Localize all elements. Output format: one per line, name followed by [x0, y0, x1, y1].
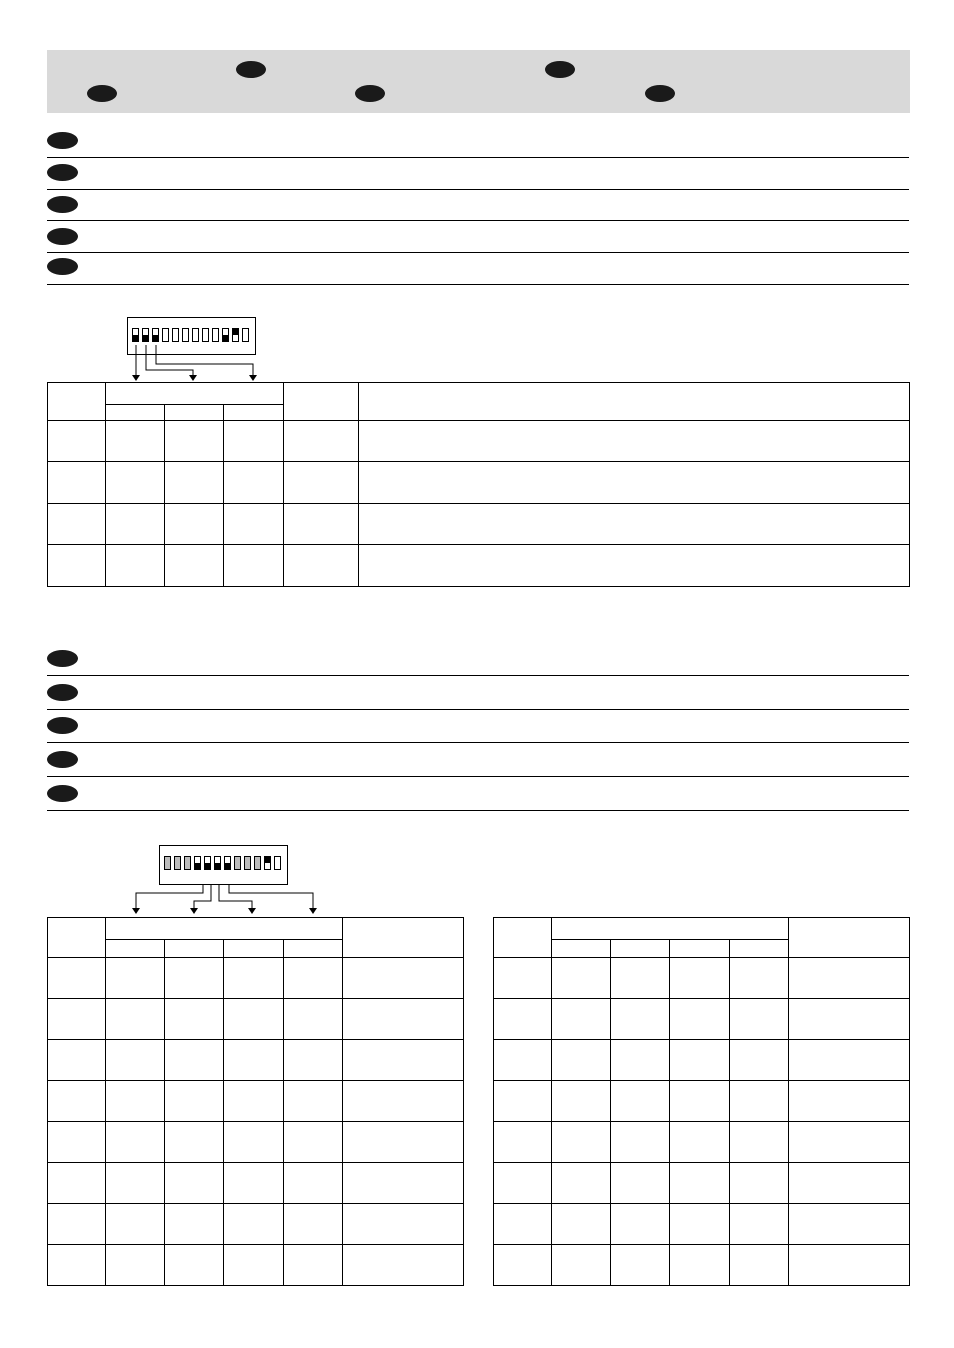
table-cell: [284, 1040, 343, 1081]
table-cell: [670, 958, 730, 999]
table-row: [48, 462, 910, 503]
table-row: [494, 1040, 910, 1081]
table-subheader-cell: [284, 940, 343, 958]
table-header-cell: [48, 918, 106, 958]
dip-switch-block: [159, 845, 288, 885]
table-cell: [48, 421, 106, 462]
table-cell: [359, 421, 910, 462]
table-cell: [343, 1245, 464, 1286]
table-header-cell: [552, 918, 789, 940]
table-cell: [284, 544, 359, 586]
language-row: [47, 678, 909, 710]
table-cell: [48, 462, 106, 503]
dip-switch: [274, 856, 281, 870]
table-cell: [284, 958, 343, 999]
table-cell: [48, 1245, 106, 1286]
table-cell: [670, 1081, 730, 1122]
table-header-cell: [106, 383, 284, 405]
table-subheader-cell: [224, 940, 284, 958]
table-cell: [611, 1081, 670, 1122]
table-cell: [789, 1163, 910, 1204]
language-flag-icon: [47, 751, 78, 768]
dip-switch: [194, 856, 201, 870]
language-flag-icon: [47, 785, 78, 802]
table-header-cell: [343, 918, 464, 958]
dip-switch: [244, 856, 251, 870]
table-cell: [494, 999, 552, 1040]
table-cell: [165, 1163, 224, 1204]
table-cell: [284, 503, 359, 544]
table-cell: [611, 1245, 670, 1286]
table-cell: [552, 1245, 611, 1286]
dip-switch-knob: [265, 857, 270, 863]
table-cell: [106, 1122, 165, 1163]
table-cell: [106, 999, 165, 1040]
table-cell: [789, 1245, 910, 1286]
table-cell: [343, 999, 464, 1040]
table-cell: [224, 1245, 284, 1286]
table-cell: [106, 1204, 165, 1245]
table-subheader-cell: [670, 940, 730, 958]
table-cell: [730, 1122, 789, 1163]
table-cell: [106, 1040, 165, 1081]
table-cell: [789, 999, 910, 1040]
table-header-cell: [359, 383, 910, 421]
table-cell: [611, 1163, 670, 1204]
table-cell: [165, 1122, 224, 1163]
table-cell: [165, 503, 224, 544]
dip-switch: [224, 856, 231, 870]
table-cell: [494, 1245, 552, 1286]
table-cell: [611, 1122, 670, 1163]
language-flag-icon: [47, 650, 78, 667]
table-cell: [552, 999, 611, 1040]
table-cell: [224, 1081, 284, 1122]
table-row: [494, 1163, 910, 1204]
table-row: [48, 1163, 464, 1204]
table-cell: [224, 999, 284, 1040]
table-cell: [730, 1204, 789, 1245]
dip-switch: [254, 856, 261, 870]
table-cell: [730, 1163, 789, 1204]
table-cell: [611, 958, 670, 999]
table-cell: [48, 1040, 106, 1081]
language-row: [47, 644, 909, 676]
table-row: [48, 1204, 464, 1245]
table-cell: [789, 1081, 910, 1122]
table-cell: [106, 1081, 165, 1122]
table-subheader-cell: [165, 405, 224, 421]
table-cell: [165, 1081, 224, 1122]
table-cell: [284, 1122, 343, 1163]
table-cell: [165, 1204, 224, 1245]
table-cell: [224, 462, 284, 503]
table-row: [494, 999, 910, 1040]
table-row: [48, 1245, 464, 1286]
table-cell: [106, 958, 165, 999]
settings-table-right: [493, 917, 910, 1286]
table-cell: [165, 999, 224, 1040]
table-cell: [284, 1204, 343, 1245]
table-row: [48, 544, 910, 586]
table-cell: [165, 421, 224, 462]
table-cell: [165, 1245, 224, 1286]
table-header-cell: [494, 918, 552, 958]
table-cell: [224, 1204, 284, 1245]
table-cell: [343, 1040, 464, 1081]
table-cell: [343, 958, 464, 999]
table-cell: [284, 999, 343, 1040]
table-cell: [670, 999, 730, 1040]
table-subheader-cell: [224, 405, 284, 421]
dip-switch: [264, 856, 271, 870]
table-cell: [730, 958, 789, 999]
table-cell: [730, 1245, 789, 1286]
language-flag-icon: [47, 684, 78, 701]
table-row: [48, 1122, 464, 1163]
table-cell: [552, 958, 611, 999]
dip-switch-knob: [215, 863, 220, 869]
table-cell: [359, 462, 910, 503]
table-cell: [284, 1081, 343, 1122]
table-row: [48, 999, 464, 1040]
table-cell: [224, 1040, 284, 1081]
table-row: [494, 1245, 910, 1286]
table-cell: [552, 1122, 611, 1163]
table-subheader-cell: [552, 940, 611, 958]
table-cell: [789, 1040, 910, 1081]
table-cell: [789, 958, 910, 999]
table-cell: [343, 1081, 464, 1122]
dip-switch: [174, 856, 181, 870]
table-cell: [611, 1204, 670, 1245]
table-row: [494, 958, 910, 999]
table-cell: [670, 1163, 730, 1204]
table-cell: [611, 999, 670, 1040]
table-cell: [494, 1204, 552, 1245]
table-cell: [48, 1163, 106, 1204]
dip-switch: [204, 856, 211, 870]
dip-switch-knob: [225, 863, 230, 869]
table-cell: [730, 1040, 789, 1081]
table-cell: [789, 1122, 910, 1163]
language-row: [47, 711, 909, 743]
table-cell: [48, 1204, 106, 1245]
table-cell: [165, 1040, 224, 1081]
table-cell: [494, 1040, 552, 1081]
table-cell: [106, 462, 165, 503]
table-cell: [224, 1163, 284, 1204]
table-row: [48, 1040, 464, 1081]
table-cell: [494, 1122, 552, 1163]
table-cell: [165, 462, 224, 503]
table-cell: [48, 544, 106, 586]
dip-switch: [234, 856, 241, 870]
table-cell: [284, 421, 359, 462]
table-subheader-cell: [730, 940, 789, 958]
table-row: [494, 1204, 910, 1245]
table-cell: [611, 1040, 670, 1081]
dip-switch-knob: [205, 863, 210, 869]
table-cell: [552, 1163, 611, 1204]
table-header-cell: [48, 383, 106, 421]
table-cell: [165, 958, 224, 999]
dip-switch: [214, 856, 221, 870]
table-header-cell: [789, 918, 910, 958]
table-cell: [670, 1245, 730, 1286]
table-cell: [343, 1122, 464, 1163]
language-row: [47, 745, 909, 777]
table-cell: [730, 1081, 789, 1122]
table-cell: [343, 1204, 464, 1245]
settings-table-left: [47, 917, 464, 1286]
table-cell: [106, 1245, 165, 1286]
table-cell: [670, 1122, 730, 1163]
table-cell: [165, 544, 224, 586]
table-header-cell: [284, 383, 359, 421]
table-cell: [48, 503, 106, 544]
dip-switch: [184, 856, 191, 870]
table-cell: [552, 1081, 611, 1122]
table-cell: [48, 1122, 106, 1163]
table-row: [494, 1081, 910, 1122]
table-row: [48, 958, 464, 999]
table-cell: [48, 999, 106, 1040]
table-cell: [106, 1163, 165, 1204]
table-cell: [284, 462, 359, 503]
table-cell: [670, 1204, 730, 1245]
table-row: [494, 1122, 910, 1163]
table-cell: [224, 958, 284, 999]
table-cell: [224, 421, 284, 462]
table-cell: [224, 503, 284, 544]
table-cell: [359, 503, 910, 544]
table-cell: [552, 1040, 611, 1081]
table-cell: [730, 999, 789, 1040]
table-subheader-cell: [106, 940, 165, 958]
dip-switch: [164, 856, 171, 870]
table-cell: [494, 1081, 552, 1122]
table-cell: [106, 421, 165, 462]
table-row: [48, 503, 910, 544]
table-cell: [224, 544, 284, 586]
settings-table: [47, 382, 910, 587]
table-subheader-cell: [611, 940, 670, 958]
table-cell: [106, 544, 165, 586]
table-row: [48, 421, 910, 462]
table-cell: [224, 1122, 284, 1163]
table-cell: [552, 1204, 611, 1245]
table-cell: [343, 1163, 464, 1204]
language-flag-icon: [47, 717, 78, 734]
table-cell: [48, 1081, 106, 1122]
table-cell: [284, 1163, 343, 1204]
table-subheader-cell: [165, 940, 224, 958]
table-cell: [359, 544, 910, 586]
dip-switch-knob: [195, 863, 200, 869]
table-cell: [789, 1204, 910, 1245]
table-cell: [670, 1040, 730, 1081]
table-cell: [494, 958, 552, 999]
table-cell: [494, 1163, 552, 1204]
table-cell: [48, 958, 106, 999]
table-cell: [284, 1245, 343, 1286]
table-cell: [106, 503, 165, 544]
language-row: [47, 779, 909, 811]
table-row: [48, 1081, 464, 1122]
table-subheader-cell: [106, 405, 165, 421]
table-header-cell: [106, 918, 343, 940]
